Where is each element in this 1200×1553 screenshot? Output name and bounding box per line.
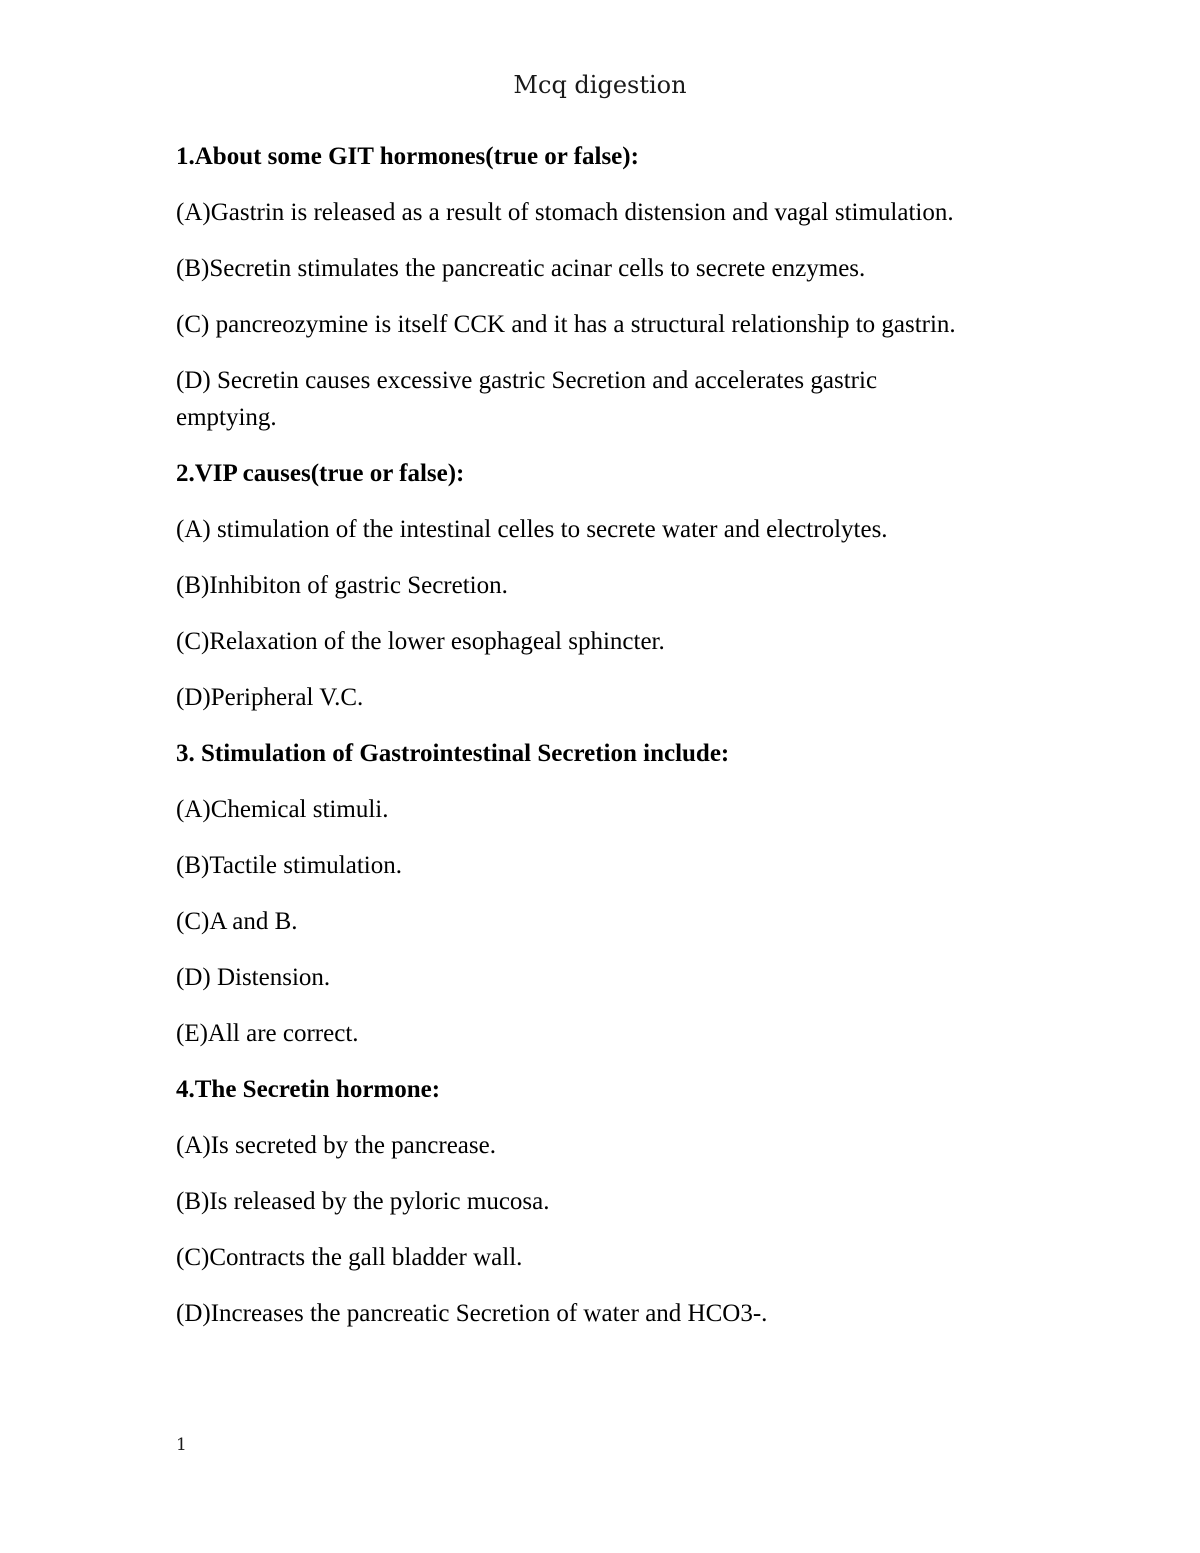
document-body	[176, 138, 976, 1351]
option-c: (C)Contracts the gall bladder wall.	[176, 1244, 523, 1271]
question-4	[176, 1071, 976, 1332]
option-a: (A)Chemical stimuli.	[176, 796, 389, 823]
option-e: (E)All are correct.	[176, 1020, 359, 1047]
question-title: 2.VIP causes(true or false):	[176, 460, 465, 487]
option-c: (C)Relaxation of the lower esophageal sphincter.	[176, 628, 665, 655]
option-d: (D)Peripheral V.C.	[176, 684, 364, 711]
option-a: (A) stimulation of the intestinal celles to secrete water and electrolytes.	[176, 516, 888, 543]
option-c: (C) pancreozymine is itself CCK and it has a structural relationship to gastrin.	[176, 311, 956, 338]
option-b: (B)Tactile stimulation.	[176, 852, 402, 879]
option-b: (B)Inhibiton of gastric Secretion.	[176, 572, 508, 599]
question-title: 1.About some GIT hormones(true or false):	[176, 143, 639, 170]
option-d: (D) Secretin causes excessive gastric Secretion and accelerates gastric emptying.	[176, 367, 878, 431]
option-d: (D)Increases the pancreatic Secretion of water and HCO3-.	[176, 1300, 768, 1327]
question-title: 3. Stimulation of Gastrointestinal Secretion include:	[176, 740, 730, 767]
question-title: 4.The Secretin hormone:	[176, 1076, 441, 1103]
question-2	[176, 455, 976, 716]
page-title: Mcq digestion	[513, 71, 687, 99]
option-c: (C)A and B.	[176, 908, 298, 935]
option-a: (A)Gastrin is released as a result of stomach distension and vagal stimulation.	[176, 199, 954, 226]
question-3	[176, 735, 976, 1052]
option-b: (B)Is released by the pyloric mucosa.	[176, 1188, 550, 1215]
page-number: 1	[176, 1435, 187, 1455]
option-d: (D) Distension.	[176, 964, 331, 991]
option-b: (B)Secretin stimulates the pancreatic acinar cells to secrete enzymes.	[176, 255, 866, 282]
option-a: (A)Is secreted by the pancrease.	[176, 1132, 496, 1159]
question-1	[176, 138, 976, 436]
